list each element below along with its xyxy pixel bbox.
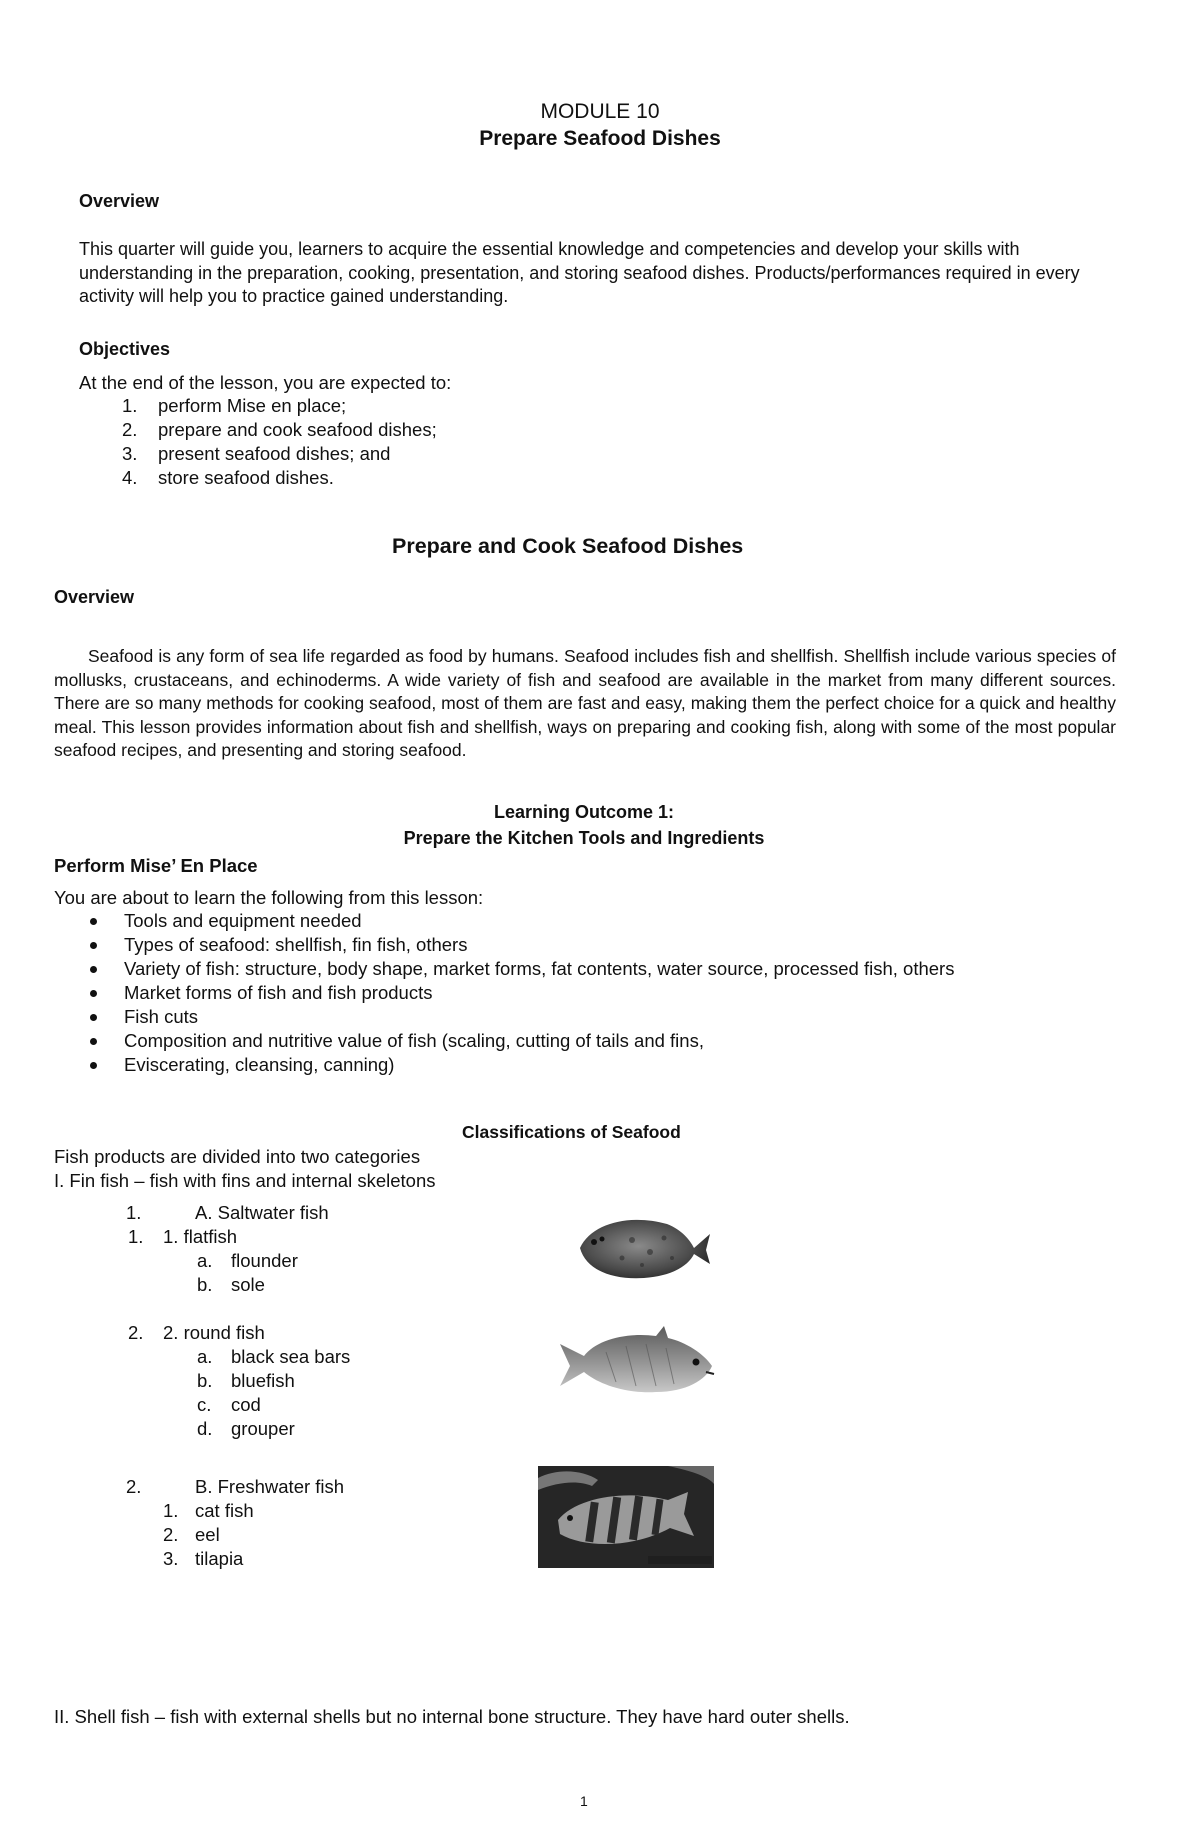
list-letter: b. <box>197 1370 213 1391</box>
classifications-heading: Classifications of Seafood <box>462 1122 681 1142</box>
shell-fish-definition: II. Shell fish – fish with external shells but no internal bone structure. They have hard outer shells. <box>54 1706 850 1727</box>
list-item: bluefish <box>231 1370 295 1391</box>
page-number: 1 <box>580 1793 588 1809</box>
bullet-dot <box>90 1038 97 1045</box>
section-overview-paragraph: Seafood is any form of sea life regarded as food by humans. Seafood includes fish and shellfish. Shellfish include various species of mollusks, crustaceans, and echinoderms. A wide variety of fish and seafood are available in the market from many different sources. There are so many methods for cooking seafood, most of them are fast and easy, making them the perfect choice for a quick and healthy meal. This lesson provides information about fish and shellfish, ways on preparing and cooking fish, along with some of the most popular seafood recipes, and presenting and storing seafood. <box>54 646 1116 760</box>
roundfish-label: 2. round fish <box>163 1322 265 1343</box>
list-number: 2. <box>163 1524 179 1545</box>
list-item: perform Mise en place; <box>158 395 347 416</box>
objectives-intro: At the end of the lesson, you are expected to: <box>79 372 452 393</box>
list-item: sole <box>231 1274 265 1295</box>
bullet-dot <box>90 1014 97 1021</box>
list-number: 1. <box>163 1500 179 1521</box>
list-letter: a. <box>197 1250 213 1271</box>
overview-paragraph: This quarter will guide you, learners to acquire the essential knowledge and competencies and develop your skills with understanding in the preparation, cooking, presentation, and storing seafood dishes. Products/performances required in every activity will help you to practice gained understanding. <box>79 239 1080 306</box>
list-number: 1. <box>122 395 138 416</box>
learning-outcome-title: Learning Outcome 1: <box>493 802 675 822</box>
list-item: prepare and cook seafood dishes; <box>158 419 437 440</box>
list-item: flounder <box>231 1250 298 1271</box>
list-item: Types of seafood: shellfish, fin fish, others <box>124 934 468 955</box>
flatfish-label: 1. flatfish <box>163 1226 238 1247</box>
bullet-dot <box>90 918 97 925</box>
list-item: Tools and equipment needed <box>124 910 362 931</box>
list-item: Composition and nutritive value of fish (scaling, cutting of tails and fins, <box>124 1030 704 1051</box>
list-item: eel <box>195 1524 220 1545</box>
bullet-dot <box>90 942 97 949</box>
bullet-dot <box>90 966 97 973</box>
bullet-dot <box>90 1062 97 1069</box>
module-number: MODULE 10 <box>540 100 660 123</box>
overview-heading: Overview <box>79 191 160 211</box>
bullet-dot <box>90 990 97 997</box>
list-item: Fish cuts <box>124 1006 199 1027</box>
flounder-image <box>572 1210 712 1285</box>
list-item: Variety of fish: structure, body shape, market forms, fat contents, water source, processed fish, others <box>124 958 955 979</box>
list-item: Market forms of fish and fish products <box>124 982 433 1003</box>
list-number: 2. <box>122 419 138 440</box>
list-item: Eviscerating, cleansing, canning) <box>124 1054 395 1075</box>
list-letter: d. <box>197 1418 213 1439</box>
classifications-intro: Fish products are divided into two categories <box>54 1146 421 1167</box>
section-overview-heading: Overview <box>54 587 135 607</box>
lesson-intro: You are about to learn the following from this lesson: <box>54 887 484 908</box>
freshwater-fish-label: B. Freshwater fish <box>195 1476 345 1497</box>
list-number: 1. <box>128 1226 144 1247</box>
page-title: Prepare Seafood Dishes <box>479 127 721 150</box>
list-item: cod <box>231 1394 261 1415</box>
round-fish-image <box>556 1322 716 1402</box>
list-item: grouper <box>231 1418 295 1439</box>
list-item: tilapia <box>195 1548 244 1569</box>
list-number: 2. <box>126 1476 142 1497</box>
list-item: store seafood dishes. <box>158 467 334 488</box>
list-letter: b. <box>197 1274 213 1295</box>
list-item: cat fish <box>195 1500 254 1521</box>
objectives-heading: Objectives <box>79 339 171 359</box>
freshwater-fish-image <box>538 1466 714 1568</box>
list-item: present seafood dishes; and <box>158 443 391 464</box>
saltwater-fish-label: A. Saltwater fish <box>195 1202 329 1223</box>
learning-outcome-subtitle: Prepare the Kitchen Tools and Ingredients <box>403 828 765 848</box>
mise-en-place-heading: Perform Mise’ En Place <box>54 855 258 876</box>
list-number: 4. <box>122 467 138 488</box>
section-title: Prepare and Cook Seafood Dishes <box>392 534 744 558</box>
list-number: 1. <box>126 1202 142 1223</box>
fin-fish-definition: I. Fin fish – fish with fins and internal skeletons <box>54 1170 436 1191</box>
list-item: black sea bars <box>231 1346 351 1367</box>
list-number: 3. <box>122 443 138 464</box>
list-number: 2. <box>128 1322 144 1343</box>
list-number: 3. <box>163 1548 179 1569</box>
list-letter: a. <box>197 1346 213 1367</box>
list-letter: c. <box>197 1394 212 1415</box>
